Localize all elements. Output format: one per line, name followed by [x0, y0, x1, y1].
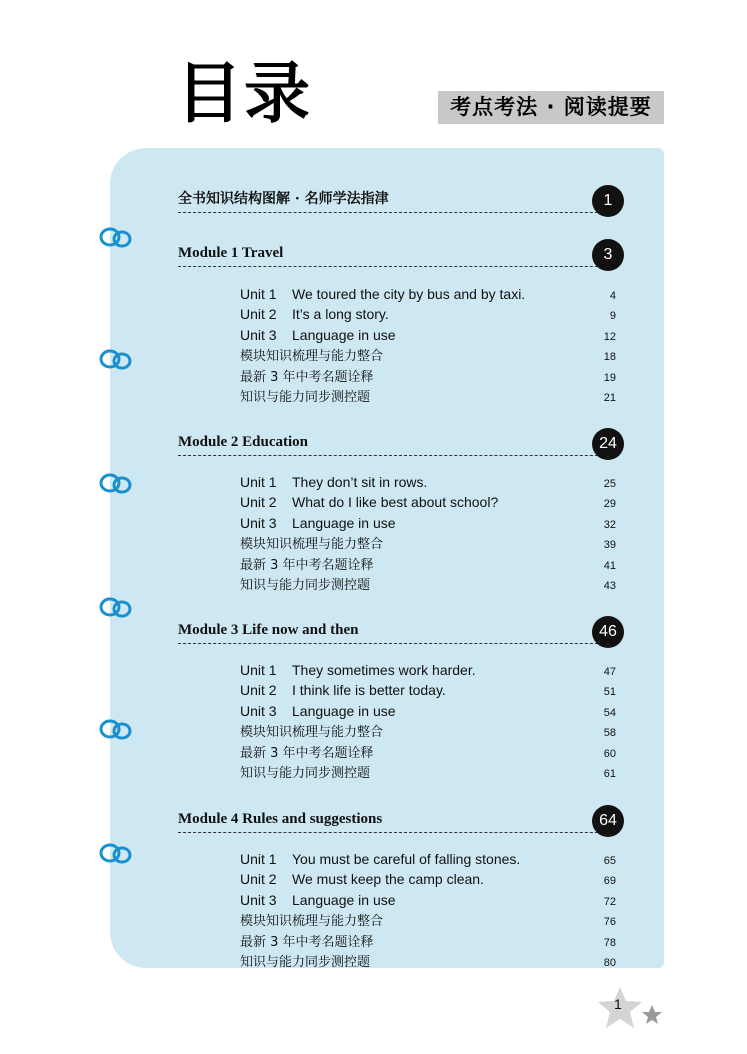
entry-title: Module 2 Education [178, 434, 309, 450]
toc-item[interactable]: 最新 3 年中考名题诠释 41 [240, 558, 616, 573]
toc-item[interactable]: Unit 1 They sometimes work harder. 47 [240, 662, 616, 678]
page-number-badge [596, 985, 666, 1035]
toc-item[interactable]: Unit 3 Language in use 12 [240, 327, 616, 343]
entry-title: Module 3 Life now and then [178, 622, 359, 638]
toc-item[interactable]: Unit 2 What do I like best about school? 29 [240, 494, 616, 510]
toc-item[interactable]: 知识与能力同步测控题 61 [240, 766, 616, 781]
dashed-rule [178, 643, 618, 644]
toc-entry-module-1[interactable] [178, 243, 624, 267]
page-badge: 64 [592, 805, 624, 837]
binder-ring-icon [98, 470, 134, 496]
dashed-rule [178, 455, 618, 456]
toc-item[interactable]: Unit 2 It’s a long story. 9 [240, 306, 616, 322]
toc-item[interactable]: 最新 3 年中考名题诠释 78 [240, 935, 616, 950]
page-badge: 46 [592, 616, 624, 648]
page-number: 1 [614, 996, 622, 1012]
toc-item[interactable]: Unit 2 I think life is better today. 51 [240, 682, 616, 698]
toc-item[interactable]: 模块知识梳理与能力整合 18 [240, 349, 616, 364]
entry-title: 全书知识结构图解 · 名师学法指津 [178, 191, 389, 207]
entry-title: Module 1 Travel [178, 245, 284, 261]
toc-item[interactable]: 知识与能力同步测控题 80 [240, 955, 616, 970]
binder-ring-icon [98, 716, 134, 742]
toc-entry-module-4[interactable] [178, 809, 624, 833]
binder-ring-icon [98, 346, 134, 372]
toc-item[interactable]: Unit 1 You must be careful of falling stones. 65 [240, 851, 616, 867]
binder-ring-icon [98, 840, 134, 866]
toc-item[interactable]: Unit 3 Language in use 72 [240, 892, 616, 908]
entry-title: Module 4 Rules and suggestions [178, 811, 383, 827]
toc-item[interactable]: 模块知识梳理与能力整合 39 [240, 537, 616, 552]
binder-ring-icon [98, 594, 134, 620]
toc-item[interactable]: 知识与能力同步测控题 43 [240, 578, 616, 593]
dashed-rule [178, 266, 618, 267]
toc-item[interactable]: Unit 1 We toured the city by bus and by taxi. 4 [240, 286, 616, 302]
toc-item[interactable]: Unit 3 Language in use 32 [240, 515, 616, 531]
toc-entry-module-2[interactable] [178, 432, 624, 456]
toc-item[interactable]: Unit 1 They don’t sit in rows. 25 [240, 474, 616, 490]
star-icon [596, 985, 666, 1035]
toc-item[interactable]: Unit 3 Language in use 54 [240, 703, 616, 719]
page-title: 目录 [176, 55, 312, 132]
toc-item[interactable]: 最新 3 年中考名题诠释 19 [240, 370, 616, 385]
toc-entry-module-3[interactable] [178, 620, 624, 644]
toc-item[interactable]: 知识与能力同步测控题 21 [240, 390, 616, 405]
toc-item[interactable]: 模块知识梳理与能力整合 76 [240, 914, 616, 929]
dashed-rule [178, 832, 618, 833]
toc-item[interactable]: 最新 3 年中考名题诠释 60 [240, 746, 616, 761]
page-subtitle: 考点考法 · 阅读提要 [438, 91, 664, 124]
toc-item[interactable]: 模块知识梳理与能力整合 58 [240, 725, 616, 740]
page-badge: 3 [592, 239, 624, 271]
dashed-rule [178, 212, 618, 213]
page-badge: 1 [592, 185, 624, 217]
binder-ring-icon [98, 224, 134, 250]
toc-item[interactable]: Unit 2 We must keep the camp clean. 69 [240, 871, 616, 887]
page-badge: 24 [592, 428, 624, 460]
toc-entry-overview[interactable] [178, 189, 624, 213]
